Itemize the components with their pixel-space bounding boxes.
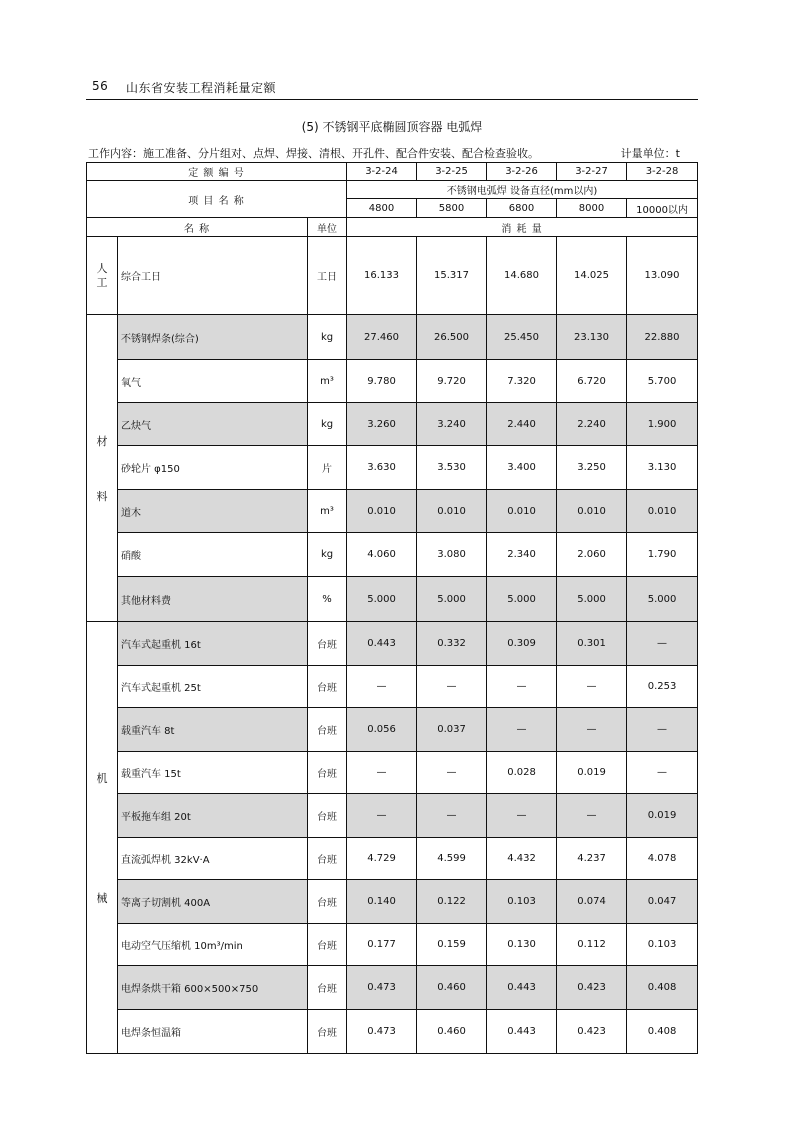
- consumption-value: 0.423: [557, 966, 627, 1010]
- category-label: 料: [96, 489, 108, 503]
- consumption-value: 3.250: [557, 446, 627, 490]
- table-row: [87, 622, 698, 666]
- consumption-value: 0.019: [627, 794, 698, 838]
- consumption-value: 0.103: [487, 880, 557, 924]
- consumption-value: 23.130: [557, 315, 627, 360]
- consumption-value: 0.473: [347, 1010, 417, 1054]
- quota-code: 3-2-28: [627, 163, 698, 181]
- resource-name: 等离子切割机 400A: [118, 880, 308, 924]
- resource-name: 硝酸: [118, 533, 308, 577]
- quota-code: 3-2-24: [347, 163, 417, 181]
- resource-unit: 台班: [308, 666, 347, 708]
- resource-name: 汽车式起重机 16t: [118, 622, 308, 666]
- consumption-value: —: [417, 794, 487, 838]
- quota-code: 3-2-25: [417, 163, 487, 181]
- consumption-value: 2.240: [557, 403, 627, 446]
- consumption-value: 3.240: [417, 403, 487, 446]
- resource-name: 电焊条恒温箱: [118, 1010, 308, 1054]
- resource-unit: 台班: [308, 622, 347, 666]
- resource-unit: 台班: [308, 838, 347, 880]
- quota-table: [86, 162, 698, 1054]
- consumption-value: 0.309: [487, 622, 557, 666]
- resource-name: 电焊条烘干箱 600×500×750: [118, 966, 308, 1010]
- consumption-value: —: [627, 708, 698, 752]
- consumption-value: 0.122: [417, 880, 487, 924]
- consumption-value: —: [417, 666, 487, 708]
- consumption-value: 0.332: [417, 622, 487, 666]
- page-number: 56: [92, 79, 109, 93]
- consumption-value: 0.408: [627, 1010, 698, 1054]
- diameter: 10000以内: [627, 199, 698, 218]
- category-cell: [87, 237, 118, 315]
- consumption-value: 5.000: [347, 577, 417, 622]
- category-label: 械: [96, 891, 108, 905]
- resource-unit: 工日: [308, 237, 347, 315]
- consumption-value: —: [487, 794, 557, 838]
- consumption-value: 0.177: [347, 924, 417, 966]
- consumption-value: 0.010: [417, 490, 487, 533]
- work-content-line: [88, 145, 696, 161]
- resource-unit: 片: [308, 446, 347, 490]
- consumption-value: 0.460: [417, 1010, 487, 1054]
- table-row: [87, 237, 698, 315]
- consumption-value: 9.780: [347, 360, 417, 403]
- consumption-value: 3.630: [347, 446, 417, 490]
- consumption-value: 5.000: [487, 577, 557, 622]
- resource-unit: kg: [308, 315, 347, 360]
- resource-unit: m³: [308, 360, 347, 403]
- consumption-value: 5.700: [627, 360, 698, 403]
- consumption-value: 4.599: [417, 838, 487, 880]
- consumption-value: 0.408: [627, 966, 698, 1010]
- consumption-value: 0.037: [417, 708, 487, 752]
- consumption-value: —: [487, 666, 557, 708]
- consumption-value: 0.253: [627, 666, 698, 708]
- consumption-value: 5.000: [557, 577, 627, 622]
- table-row: [87, 533, 698, 577]
- consumption-value: 14.680: [487, 237, 557, 315]
- resource-unit: 台班: [308, 966, 347, 1010]
- consumption-value: 0.010: [487, 490, 557, 533]
- consumption-value: 4.237: [557, 838, 627, 880]
- table-row: [87, 752, 698, 794]
- consumption-value: —: [347, 666, 417, 708]
- consumption-value: 6.720: [557, 360, 627, 403]
- resource-unit: 台班: [308, 880, 347, 924]
- consumption-value: —: [417, 752, 487, 794]
- consumption-value: 3.260: [347, 403, 417, 446]
- resource-name: 综合工日: [118, 237, 308, 315]
- resource-unit: %: [308, 577, 347, 622]
- unit-label: 计量单位：t: [620, 147, 680, 160]
- category-cell: [87, 622, 118, 1054]
- consumption-value: 0.010: [347, 490, 417, 533]
- table-row: [87, 794, 698, 838]
- consumption-value: 0.074: [557, 880, 627, 924]
- consumption-value: 4.432: [487, 838, 557, 880]
- table-row: [87, 838, 698, 880]
- consumption-value: —: [627, 622, 698, 666]
- consumption-value: 0.460: [417, 966, 487, 1010]
- header-rule: [86, 99, 698, 100]
- consumption-value: 0.010: [627, 490, 698, 533]
- resource-name: 载重汽车 15t: [118, 752, 308, 794]
- consumption-value: 0.443: [347, 622, 417, 666]
- diameter: 6800: [487, 199, 557, 218]
- consumption-value: 13.090: [627, 237, 698, 315]
- consumption-value: 3.080: [417, 533, 487, 577]
- consumption-value: 0.443: [487, 966, 557, 1010]
- consumption-value: 0.130: [487, 924, 557, 966]
- quota-number-label: 定 额 编 号: [87, 163, 347, 181]
- category-label: 机: [96, 771, 108, 785]
- diameter: 5800: [417, 199, 487, 218]
- resource-unit: 台班: [308, 924, 347, 966]
- consumption-value: 0.019: [557, 752, 627, 794]
- consumption-value: —: [557, 794, 627, 838]
- table-row: [87, 966, 698, 1010]
- consumption-value: 0.140: [347, 880, 417, 924]
- resource-unit: 台班: [308, 752, 347, 794]
- consumption-value: 0.423: [557, 1010, 627, 1054]
- table-row: [87, 403, 698, 446]
- resource-name: 砂轮片 φ150: [118, 446, 308, 490]
- table-row: [87, 490, 698, 533]
- consumption-value: 16.133: [347, 237, 417, 315]
- group-row: [87, 181, 698, 199]
- consumption-value: 7.320: [487, 360, 557, 403]
- consumption-value: 2.440: [487, 403, 557, 446]
- consumption-value: 0.056: [347, 708, 417, 752]
- category-label: 人工: [96, 261, 108, 289]
- item-label: 项 目 名 称: [87, 181, 347, 218]
- consumption-value: 25.450: [487, 315, 557, 360]
- quota-code: 3-2-27: [557, 163, 627, 181]
- consumption-value: 2.060: [557, 533, 627, 577]
- table-row: [87, 924, 698, 966]
- consumption-value: 4.078: [627, 838, 698, 880]
- table-row: [87, 360, 698, 403]
- page-header: [92, 76, 698, 98]
- diameter: 8000: [557, 199, 627, 218]
- consumption-value: 4.729: [347, 838, 417, 880]
- resource-unit: m³: [308, 490, 347, 533]
- consumption-value: —: [347, 794, 417, 838]
- consumption-value: 0.047: [627, 880, 698, 924]
- consumption-value: 15.317: [417, 237, 487, 315]
- table-row: [87, 315, 698, 360]
- consumption-value: 0.473: [347, 966, 417, 1010]
- table-row: [87, 1010, 698, 1054]
- consumption-value: 3.530: [417, 446, 487, 490]
- book-title: 山东省安装工程消耗量定额: [126, 81, 277, 95]
- resource-name: 平板拖车组 20t: [118, 794, 308, 838]
- consumption-value: 0.159: [417, 924, 487, 966]
- consumption-value: 27.460: [347, 315, 417, 360]
- table-row: [87, 708, 698, 752]
- resource-name: 其他材料费: [118, 577, 308, 622]
- table-row: [87, 446, 698, 490]
- unit-column-label: 单位: [308, 218, 347, 237]
- consumption-value: 0.443: [487, 1010, 557, 1054]
- resource-unit: kg: [308, 403, 347, 446]
- section-title: (5) 不锈钢平底椭圆顶容器 电弧焊: [301, 120, 483, 134]
- consumption-value: —: [347, 752, 417, 794]
- consumption-value: —: [487, 708, 557, 752]
- resource-name: 电动空气压缩机 10m³/min: [118, 924, 308, 966]
- consumption-value: 14.025: [557, 237, 627, 315]
- consumption-value: —: [557, 666, 627, 708]
- consumption-value: 3.400: [487, 446, 557, 490]
- consumption-value: 9.720: [417, 360, 487, 403]
- group-label: 不锈钢电弧焊 设备直径(mm以内): [347, 181, 698, 199]
- consumption-value: 0.028: [487, 752, 557, 794]
- resource-unit: kg: [308, 533, 347, 577]
- consumption-value: 0.103: [627, 924, 698, 966]
- consumption-value: 22.880: [627, 315, 698, 360]
- resource-unit: 台班: [308, 794, 347, 838]
- table-row: [87, 577, 698, 622]
- resource-unit: 台班: [308, 708, 347, 752]
- consumption-value: 5.000: [417, 577, 487, 622]
- consumption-label: 消 耗 量: [347, 218, 698, 237]
- column-header-row: [87, 218, 698, 237]
- resource-name: 载重汽车 8t: [118, 708, 308, 752]
- category-cell: [87, 315, 118, 622]
- resource-name: 不锈钢焊条(综合): [118, 315, 308, 360]
- work-content: 工作内容：施工准备、分片组对、点焊、焊接、清根、开孔件、配合件安装、配合检查验收。: [88, 147, 539, 160]
- resource-name: 直流弧焊机 32kV·A: [118, 838, 308, 880]
- resource-name: 道木: [118, 490, 308, 533]
- consumption-value: 0.112: [557, 924, 627, 966]
- consumption-value: —: [627, 752, 698, 794]
- consumption-value: 0.301: [557, 622, 627, 666]
- consumption-value: 4.060: [347, 533, 417, 577]
- consumption-value: —: [557, 708, 627, 752]
- category-label: 材: [96, 434, 108, 448]
- quota-number-row: [87, 163, 698, 181]
- resource-unit: 台班: [308, 1010, 347, 1054]
- quota-code: 3-2-26: [487, 163, 557, 181]
- table-row: [87, 666, 698, 708]
- consumption-value: 0.010: [557, 490, 627, 533]
- resource-name: 乙炔气: [118, 403, 308, 446]
- resource-name: 汽车式起重机 25t: [118, 666, 308, 708]
- table-row: [87, 880, 698, 924]
- name-column-label: 名 称: [87, 218, 308, 237]
- consumption-value: 2.340: [487, 533, 557, 577]
- consumption-value: 5.000: [627, 577, 698, 622]
- consumption-value: 26.500: [417, 315, 487, 360]
- resource-name: 氧气: [118, 360, 308, 403]
- diameter: 4800: [347, 199, 417, 218]
- consumption-value: 3.130: [627, 446, 698, 490]
- consumption-value: 1.790: [627, 533, 698, 577]
- consumption-value: 1.900: [627, 403, 698, 446]
